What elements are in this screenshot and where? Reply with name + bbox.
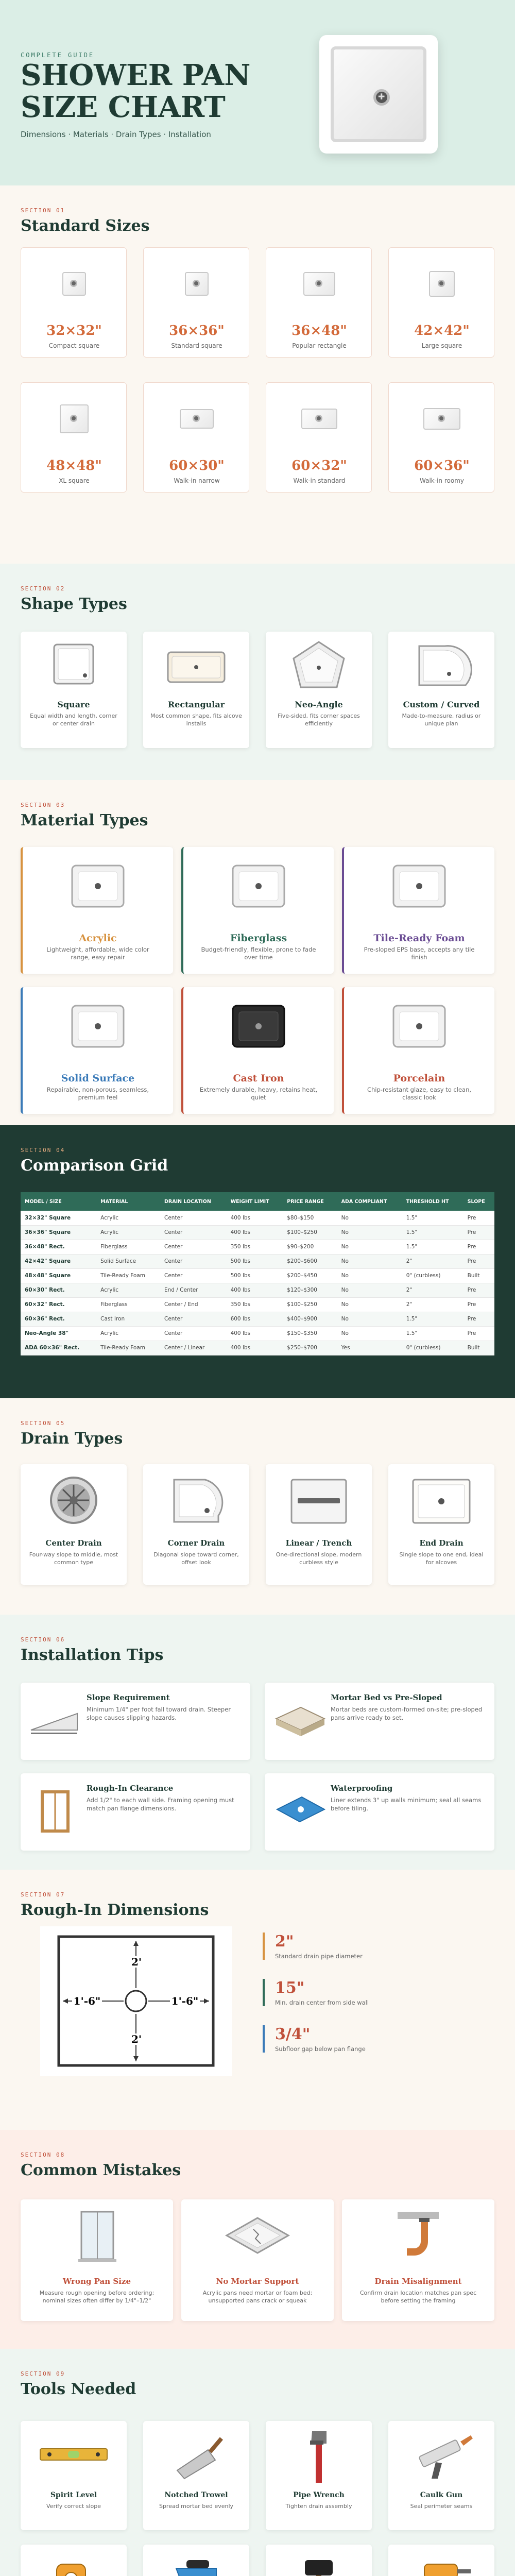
table-header-cell: THRESHOLD HT	[402, 1192, 464, 1211]
table-cell: Acrylic	[96, 1283, 160, 1297]
table-cell: Fiberglass	[96, 1240, 160, 1254]
table-cell: No	[337, 1254, 402, 1268]
drain-icon	[438, 415, 445, 422]
drain-card-end	[388, 1464, 494, 1585]
table-cell: Tile-Ready Foam	[96, 1268, 160, 1283]
table-cell: 48×48" Square	[21, 1268, 96, 1283]
size-caption: Walk-in standard	[293, 477, 346, 484]
pipe-wrench-icon	[266, 2421, 372, 2488]
shower-enclosure-icon	[21, 2199, 173, 2272]
pan-basin	[331, 46, 426, 142]
table-header-row	[21, 1192, 494, 1211]
table-row	[21, 1312, 494, 1326]
tape-measure-icon	[21, 2545, 127, 2576]
tip-card-rough-in	[21, 1773, 250, 1851]
material-name: Solid Surface	[61, 1073, 135, 1084]
material-card	[342, 847, 494, 974]
size-dimension: 60×30"	[169, 458, 225, 473]
table-cell: 500 lbs	[227, 1254, 283, 1268]
shower-pan-icon	[423, 408, 460, 430]
end-drain-icon	[388, 1464, 494, 1536]
neo-angle-pan-icon	[266, 632, 372, 699]
spirit-level-icon	[21, 2421, 127, 2488]
corner-drain-icon	[143, 1464, 249, 1536]
section-label: SECTION 08	[21, 2151, 65, 2158]
table-cell: Neo-Angle 38"	[21, 1326, 96, 1341]
mortar-bed-icon	[271, 1683, 328, 1760]
rough-value: 3/4"	[275, 2025, 311, 2043]
drain-icon	[315, 415, 322, 422]
table-cell: $250–$700	[283, 1341, 337, 1355]
table-header-cell: MODEL / SIZE	[21, 1192, 96, 1211]
size-dimension: 60×32"	[291, 458, 347, 473]
table-cell: 400 lbs	[227, 1341, 283, 1355]
tip-desc: Add 1/2" to each wall side. Framing opening must match pan flange dimensions.	[87, 1797, 234, 1812]
cast-iron-pan-icon	[183, 987, 334, 1064]
section-label: SECTION 07	[21, 1891, 65, 1898]
table-cell: Tile-Ready Foam	[96, 1341, 160, 1355]
tip-name: Rough-In Clearance	[87, 1784, 174, 1793]
table-cell: Center	[160, 1326, 227, 1341]
section-title: Common Mistakes	[21, 2161, 181, 2179]
table-cell: Built	[464, 1268, 494, 1283]
shower-pan-icon	[301, 409, 337, 429]
table-cell: Center	[160, 1254, 227, 1268]
drain-name: End Drain	[419, 1538, 464, 1548]
comparison-table	[21, 1192, 494, 1355]
shower-pan-icon	[429, 271, 455, 297]
mistake-card-mortar	[181, 2199, 334, 2321]
table-cell: No	[337, 1312, 402, 1326]
size-dimension: 32×32"	[46, 323, 102, 338]
table-cell: 1.5"	[402, 1326, 464, 1341]
tip-name: Slope Requirement	[87, 1693, 170, 1702]
table-cell: 1.5"	[402, 1211, 464, 1225]
table-cell: 36×36" Square	[21, 1225, 96, 1240]
tool-card-drill	[388, 2545, 494, 2576]
size-caption: Compact square	[48, 342, 100, 349]
table-header-cell: WEIGHT LIMIT	[227, 1192, 283, 1211]
mistake-card-drain	[342, 2199, 494, 2321]
size-card	[388, 382, 494, 493]
table-cell: Pre	[464, 1225, 494, 1240]
square-pan-icon	[21, 632, 127, 699]
table-cell: 0" (curbless)	[402, 1341, 464, 1355]
linear-drain-icon	[266, 1464, 372, 1536]
rough-value: 15"	[275, 1979, 305, 1997]
table-cell: Acrylic	[96, 1225, 160, 1240]
section-label: SECTION 03	[21, 802, 65, 808]
slope-icon	[27, 1683, 83, 1760]
size-caption: Popular rectangle	[292, 342, 347, 349]
material-desc: Lightweight, affordable, wide color range, easy repair	[46, 946, 149, 961]
table-cell: No	[337, 1211, 402, 1225]
tool-name: Notched Trowel	[164, 2491, 228, 2499]
table-cell: 400 lbs	[227, 1326, 283, 1341]
table-cell: Center / Linear	[160, 1341, 227, 1355]
section-title: Standard Sizes	[21, 217, 150, 235]
table-cell: No	[337, 1225, 402, 1240]
table-row	[21, 1297, 494, 1312]
tip-name: Waterproofing	[331, 1784, 393, 1793]
material-desc: Repairable, non-porous, seamless, premium feel	[46, 1086, 149, 1101]
table-cell: Pre	[464, 1240, 494, 1254]
table-cell: Acrylic	[96, 1211, 160, 1225]
drain-name: Linear / Trench	[285, 1538, 352, 1548]
shape-name: Square	[57, 700, 90, 709]
table-cell: Pre	[464, 1254, 494, 1268]
material-name: Cast Iron	[233, 1073, 284, 1084]
drain-pipe-icon	[342, 2199, 494, 2272]
table-header-cell: PRICE RANGE	[283, 1192, 337, 1211]
material-card	[21, 987, 173, 1114]
table-cell: 350 lbs	[227, 1240, 283, 1254]
material-card	[21, 847, 173, 974]
material-card	[181, 847, 334, 974]
table-cell: Center	[160, 1240, 227, 1254]
table-cell: End / Center	[160, 1283, 227, 1297]
mistake-card-size	[21, 2199, 173, 2321]
dim-left: 1'-6"	[73, 1995, 101, 2007]
tool-card-trowel	[143, 2421, 249, 2530]
material-desc: Budget-friendly, flexible, prone to fade over time	[201, 946, 316, 961]
table-cell: Built	[464, 1341, 494, 1355]
table-cell: $150–$350	[283, 1326, 337, 1341]
table-cell: 2"	[402, 1254, 464, 1268]
tool-card-wrench	[266, 2421, 372, 2530]
table-cell: 400 lbs	[227, 1225, 283, 1240]
drains-section	[0, 1398, 515, 1615]
shape-card-neo-angle	[266, 632, 372, 748]
rough-in-section	[0, 1870, 515, 2130]
shower-pan-icon	[60, 404, 89, 433]
mistake-name: Drain Misalignment	[374, 2277, 462, 2286]
hero-subtitle: Dimensions · Materials · Drain Types · Installation	[21, 130, 211, 139]
section-label: SECTION 06	[21, 1636, 65, 1643]
porcelain-pan-icon	[344, 987, 494, 1064]
size-card	[21, 247, 127, 358]
section-label: SECTION 02	[21, 585, 65, 592]
drain-name: Center Drain	[45, 1538, 102, 1548]
size-card	[266, 247, 372, 358]
size-card	[21, 382, 127, 493]
table-cell: Center / End	[160, 1297, 227, 1312]
drain-desc: Single slope to one end, ideal for alcoves	[399, 1551, 484, 1566]
solid-surface-pan-icon	[23, 987, 173, 1064]
rough-desc: Subfloor gap below pan flange	[275, 2045, 366, 2053]
size-dimension: 48×48"	[46, 458, 102, 473]
section-label: SECTION 09	[21, 2370, 65, 2377]
drain-card-linear	[266, 1464, 372, 1585]
shape-card-custom	[388, 632, 494, 748]
table-cell: 32×32" Square	[21, 1211, 96, 1225]
dim-right: 1'-6"	[171, 1995, 199, 2007]
tool-card-jigsaw	[143, 2545, 249, 2576]
table-header-cell: DRAIN LOCATION	[160, 1192, 227, 1211]
shape-name: Neo-Angle	[295, 700, 343, 709]
material-name: Tile-Ready Foam	[373, 933, 465, 944]
table-cell: Solid Surface	[96, 1254, 160, 1268]
size-caption: Standard square	[171, 342, 222, 349]
drain-icon	[373, 89, 390, 106]
section-label: SECTION 04	[21, 1147, 65, 1154]
rough-item	[263, 2025, 422, 2053]
shape-desc: Most common shape, fits alcove installs	[150, 713, 242, 727]
caulk-gun-icon	[388, 2421, 494, 2488]
dim-bottom: 2'	[131, 2033, 142, 2045]
table-row	[21, 1283, 494, 1297]
cracked-pan-icon	[181, 2199, 334, 2272]
drain-desc: One-directional slope, modern curbless style	[276, 1551, 362, 1566]
sizes-section	[0, 185, 515, 564]
center-drain-icon	[21, 1464, 127, 1536]
size-caption: Walk-in narrow	[174, 477, 220, 484]
table-cell: Pre	[464, 1297, 494, 1312]
drain-icon	[70, 415, 77, 422]
size-card	[388, 247, 494, 358]
material-card	[181, 987, 334, 1114]
framing-icon	[27, 1773, 83, 1851]
table-cell: 36×48" Rect.	[21, 1240, 96, 1254]
table-cell: No	[337, 1268, 402, 1283]
table-cell: Cast Iron	[96, 1312, 160, 1326]
tool-desc: Seal perimeter seams	[410, 2503, 473, 2510]
table-cell: 400 lbs	[227, 1283, 283, 1297]
rectangular-pan-icon	[143, 632, 249, 699]
section-title: Drain Types	[21, 1430, 123, 1448]
material-name: Porcelain	[393, 1073, 445, 1084]
shower-pan-icon	[180, 409, 214, 429]
table-header-cell: ADA COMPLIANT	[337, 1192, 402, 1211]
table-cell: No	[337, 1297, 402, 1312]
tip-card-waterproofing	[265, 1773, 494, 1851]
table-row	[21, 1254, 494, 1268]
hero-pan-illustration	[319, 35, 438, 154]
drain-desc: Four-way slope to middle, most common type	[29, 1551, 118, 1566]
size-caption: Large square	[421, 342, 462, 349]
table-row	[21, 1240, 494, 1254]
table-row	[21, 1341, 494, 1355]
fiberglass-pan-icon	[183, 847, 334, 924]
section-label: SECTION 01	[21, 207, 65, 214]
table-header-cell: SLOPE	[464, 1192, 494, 1211]
table-cell: 350 lbs	[227, 1297, 283, 1312]
rough-desc: Standard drain pipe diameter	[275, 1953, 363, 1960]
size-card	[266, 382, 372, 493]
table-cell: No	[337, 1240, 402, 1254]
drain-icon	[193, 280, 200, 287]
material-desc: Chip-resistant glaze, easy to clean, classic look	[367, 1086, 472, 1101]
table-cell: 42×42" Square	[21, 1254, 96, 1268]
tip-card-slope	[21, 1683, 250, 1760]
shape-name: Custom / Curved	[403, 700, 480, 709]
size-dimension: 36×48"	[291, 323, 347, 338]
hero-title-line1: SHOWER PAN	[21, 58, 251, 92]
drain-icon	[315, 280, 322, 287]
shape-card-rectangular	[143, 632, 249, 748]
drain-icon	[193, 415, 200, 422]
table-cell: 60×30" Rect.	[21, 1283, 96, 1297]
materials-section	[0, 780, 515, 1125]
drain-card-corner	[143, 1464, 249, 1585]
size-dimension: 36×36"	[169, 323, 225, 338]
table-cell: 600 lbs	[227, 1312, 283, 1326]
shower-pan-icon	[303, 272, 335, 296]
table-cell: 1.5"	[402, 1240, 464, 1254]
tip-desc: Mortar beds are custom-formed on-site; pre-sloped pans arrive ready to set.	[331, 1706, 483, 1721]
table-cell: 1.5"	[402, 1225, 464, 1240]
tool-name: Pipe Wrench	[293, 2491, 345, 2499]
table-cell: $80–$150	[283, 1211, 337, 1225]
table-cell: 60×32" Rect.	[21, 1297, 96, 1312]
drain-name: Corner Drain	[167, 1538, 225, 1548]
table-cell: Center	[160, 1225, 227, 1240]
size-caption: XL square	[59, 477, 90, 484]
material-desc: Pre-sloped EPS base, accepts any tile finish	[364, 946, 475, 961]
table-cell: ADA 60×36" Rect.	[21, 1341, 96, 1355]
table-cell: No	[337, 1326, 402, 1341]
table-cell: Pre	[464, 1326, 494, 1341]
tip-card-mortar	[265, 1683, 494, 1760]
shower-pan-icon	[62, 272, 86, 296]
shapes-section	[0, 564, 515, 780]
waterproofing-icon	[271, 1773, 328, 1851]
table-cell: No	[337, 1283, 402, 1297]
size-card	[143, 382, 249, 493]
tool-card-caulk	[388, 2421, 494, 2530]
table-cell: $200–$600	[283, 1254, 337, 1268]
tool-card-level	[21, 2421, 127, 2530]
tip-name: Mortar Bed vs Pre-Sloped	[331, 1693, 442, 1702]
table-cell: $100–$250	[283, 1297, 337, 1312]
dim-top: 2'	[131, 1956, 142, 1968]
tool-desc: Spread mortar bed evenly	[159, 2503, 234, 2510]
section-title: Material Types	[21, 811, 148, 829]
table-cell: 500 lbs	[227, 1268, 283, 1283]
rough-desc: Min. drain center from side wall	[275, 1999, 369, 2006]
table-cell: 400 lbs	[227, 1211, 283, 1225]
tool-desc: Tighten drain assembly	[285, 2503, 352, 2510]
table-cell: Center	[160, 1211, 227, 1225]
table-cell: Fiberglass	[96, 1297, 160, 1312]
rough-value: 2"	[275, 1933, 294, 1951]
hero-title-line2: SIZE CHART	[21, 90, 226, 124]
material-card	[342, 987, 494, 1114]
table-cell: 2"	[402, 1297, 464, 1312]
tip-desc: Minimum 1/4" per foot fall toward drain. Steeper slope causes slipping hazards.	[87, 1706, 231, 1721]
drain-icon	[70, 280, 77, 287]
drain-desc: Diagonal slope toward corner, offset look	[153, 1551, 239, 1566]
comparison-section	[0, 1125, 515, 1398]
shape-desc: Five-sided, fits corner spaces efficiently	[278, 713, 360, 727]
table-cell: Center	[160, 1268, 227, 1283]
table-cell: Pre	[464, 1312, 494, 1326]
section-title: Tools Needed	[21, 2380, 136, 2398]
curved-pan-icon	[388, 632, 494, 699]
table-header-cell: MATERIAL	[96, 1192, 160, 1211]
material-desc: Extremely durable, heavy, retains heat, quiet	[199, 1086, 318, 1101]
rough-item	[263, 1979, 422, 2006]
table-cell: $90–$200	[283, 1240, 337, 1254]
mistake-desc: Acrylic pans need mortar or foam bed; unsupported pans crack or squeak	[202, 2290, 313, 2304]
table-cell: 1.5"	[402, 1312, 464, 1326]
size-dimension: 42×42"	[414, 323, 470, 338]
table-cell: 0" (curbless)	[402, 1268, 464, 1283]
table-row	[21, 1268, 494, 1283]
tool-card-mallet	[266, 2545, 372, 2576]
shape-name: Rectangular	[167, 700, 225, 709]
mistake-name: No Mortar Support	[216, 2277, 299, 2286]
table-cell: $100–$250	[283, 1225, 337, 1240]
table-cell: $200–$450	[283, 1268, 337, 1283]
table-row	[21, 1211, 494, 1225]
table-cell: Pre	[464, 1283, 494, 1297]
rough-in-diagram	[40, 1926, 232, 2076]
table-cell: Yes	[337, 1341, 402, 1355]
jigsaw-icon	[143, 2545, 249, 2576]
notched-trowel-icon	[143, 2421, 249, 2488]
drill-driver-icon	[388, 2545, 494, 2576]
drain-icon	[438, 280, 445, 287]
tool-desc: Verify correct slope	[46, 2503, 101, 2510]
table-cell: Center	[160, 1312, 227, 1326]
mistake-desc: Measure rough opening before ordering; nominal sizes often differ by 1/4"–1/2"	[39, 2290, 154, 2304]
table-cell: $120–$300	[283, 1283, 337, 1297]
shape-desc: Equal width and length, corner or center drain	[30, 713, 117, 727]
table-cell: 60×36" Rect.	[21, 1312, 96, 1326]
table-cell: $400–$900	[283, 1312, 337, 1326]
acrylic-pan-icon	[23, 847, 173, 924]
shape-desc: Made-to-measure, radius or unique plan	[402, 713, 481, 727]
mistakes-section	[0, 2130, 515, 2349]
section-title: Rough-In Dimensions	[21, 1901, 209, 1919]
size-card	[143, 247, 249, 358]
material-name: Acrylic	[79, 933, 117, 944]
material-name: Fiberglass	[230, 933, 287, 944]
shower-pan-icon	[185, 272, 209, 296]
drain-card-center	[21, 1464, 127, 1585]
table-cell: Acrylic	[96, 1326, 160, 1341]
table-row	[21, 1225, 494, 1240]
section-title: Installation Tips	[21, 1646, 164, 1664]
tool-card-tape	[21, 2545, 127, 2576]
rubber-mallet-icon	[266, 2545, 372, 2576]
section-label: SECTION 05	[21, 1420, 65, 1427]
installation-section	[0, 1615, 515, 1870]
tip-desc: Liner extends 3" up walls minimum; seal all seams before tiling.	[331, 1797, 482, 1812]
size-caption: Walk-in roomy	[420, 477, 464, 484]
foam-pan-icon	[344, 847, 494, 924]
tool-name: Spirit Level	[50, 2491, 97, 2499]
table-cell: Pre	[464, 1211, 494, 1225]
table-row	[21, 1326, 494, 1341]
section-title: Shape Types	[21, 595, 127, 613]
section-title: Comparison Grid	[21, 1157, 168, 1175]
hero-kicker: COMPLETE GUIDE	[21, 52, 95, 59]
shape-card-square	[21, 632, 127, 748]
size-dimension: 60×36"	[414, 458, 470, 473]
hero-section	[0, 0, 515, 185]
table-cell: 2"	[402, 1283, 464, 1297]
mistake-desc: Confirm drain location matches pan spec before setting the framing	[359, 2290, 477, 2304]
tool-name: Caulk Gun	[420, 2491, 463, 2499]
rough-item	[263, 1933, 422, 1960]
mistake-name: Wrong Pan Size	[62, 2277, 131, 2286]
tools-section	[0, 2349, 515, 2576]
